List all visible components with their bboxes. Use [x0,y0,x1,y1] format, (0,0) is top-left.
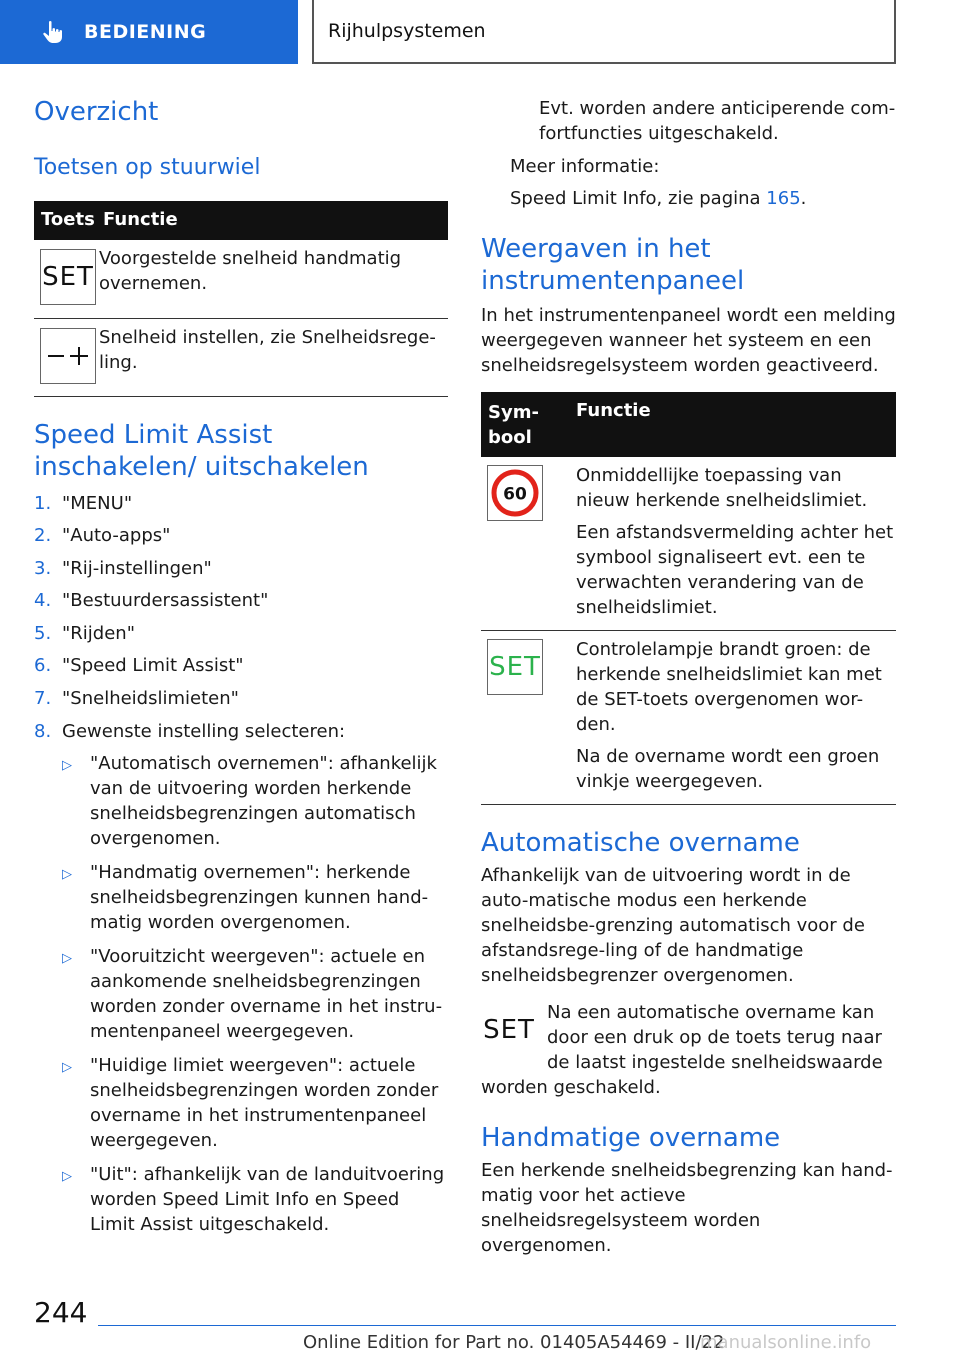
more-info-label: Meer informatie: [510,156,660,177]
table-row [34,240,448,318]
heading-speed-limit-assist: Speed Limit Assist inschakelen/ uitschakelen [34,419,369,482]
table-cell: Controlelampje brandt groen: de herkende snelheidslimiet kan met de SET-toets overgenomen wor-den. Na de overname wordt een groen vinkje weergegeven. [576,631,896,805]
triangle-bullet-icon: ▷ [62,1168,72,1184]
heading-weergaven: Weergaven in het instrumentenpaneel [481,234,745,296]
set-green-indicator-icon: SET [487,639,543,695]
steps-list [34,491,448,1246]
set-key-icon: SET [481,1002,537,1058]
keys-table-header-functie: Functie [96,201,448,240]
list-item: 3. "Rij-instellingen" [34,557,212,579]
page-link[interactable]: 165 [766,188,801,209]
set-key-note: SET Na een automatische overname kan door een druk op de toets terug naar de laatst ingestelde snelheidswaarde worden geschakeld. [481,1002,883,1098]
edition-text: Online Edition for Part no. 01405A54469 - II/22 [303,1332,725,1353]
keys-table [34,201,448,397]
list-item: 5. "Rijden" [34,622,135,644]
svg-text:60: 60 [503,484,527,505]
sub-list-item: ▷ "Huidige limiet weergeven": actuele snelheidsbegrenzingen worden zonder overname in het instrumentenpaneel weergegeven. [62,1054,439,1151]
page-reference: Speed Limit Info, zie pagina 165. [510,188,807,209]
sub-list-item: ▷ "Handmatig overnemen": herkende snelheidsbegrenzingen kunnen hand-matig worden overgenomen. [62,861,429,933]
sub-list-item: ▷ "Automatisch overnemen": afhankelijk van de uitvoering worden herkende snelheidsbegrenzingen automatisch overgenomen. [62,752,437,849]
symbols-table-header-functie: Functie [576,392,896,457]
table-row [481,631,896,805]
speed-limit-60-sign-icon [487,465,543,521]
chapter-title: Rijhulpsystemen [328,20,486,42]
header-section-tab [0,0,298,64]
header-chapter-box [312,0,896,64]
table-cell: Voorgestelde snelheid handmatig overnemen. [96,240,448,318]
section-title: BEDIENING [84,21,207,43]
triangle-bullet-icon: ▷ [62,1059,72,1075]
weergaven-intro: In het instrumentenpaneel wordt een melding weergegeven wanneer het systeem en een snelheidsregelsysteem worden geactiveerd. [481,305,896,376]
sub-options-list [62,751,448,1246]
handmatige-overname-text: Een herkende snelheidsbegrenzing kan hand-matig voor het actieve snelheidsregelsysteem worden overgenomen. [481,1160,893,1256]
triangle-bullet-icon: ▷ [62,866,72,882]
automatische-overname-text: Afhankelijk van de uitvoering wordt in de auto-matische modus een herkende snelheidsbe-grenzing automatisch voor de afstandsrege-ling of de handmatige snelheidsbegrenzer overgenomen. [481,865,865,986]
list-item: 8. Gewenste instelling selecteren: ▷ "Automatisch overnemen": afhankelijk van de uitvoering worden herkende snelheidsbegrenzingen automatisch overgenomen. ▷ "Handmatig overnemen": herkende snelheidsbegrenzingen kunnen hand-matig worden overgenomen. ▷ "Vooruitzicht weergeven": actuele en aankomende snelheidsbegrenzingen worden zonder overname in het instru-mentenpaneel weergegeven. ▷ "Huidige limiet weergeven": actuele snelheidsbegrenzingen worden zonder overname in het instrumentenpaneel weergegeven. ▷ "Uit": afhankelijk van de landuitvoering worden Speed Limit Info en Speed Limit Assist uitgeschakeld. [34,719,448,1246]
page-number: 244 [34,1296,88,1329]
triangle-bullet-icon: ▷ [62,757,72,773]
watermark-text: manualsonline.info [700,1332,872,1353]
heading-toetsen: Toetsen op stuurwiel [34,155,261,180]
right-column [481,96,896,1258]
keys-table-header-toets: Toets [34,201,96,240]
list-item: 7. "Snelheidslimieten" [34,688,239,710]
table-row [34,318,448,396]
symbols-table-header-symbool: Sym-bool [481,392,576,457]
left-column [34,96,448,1253]
sub-list-item: ▷ "Uit": afhankelijk van de landuitvoering worden Speed Limit Info en Speed Limit Assist uitgeschakeld. [62,1163,445,1235]
symbols-table [481,392,896,805]
set-key-icon: SET [40,249,96,305]
heading-handmatige-overname: Handmatige overname [481,1123,781,1153]
table-cell: Onmiddellijke toepassing van nieuw herkende snelheidslimiet. Een afstandsvermelding achter het symbool signaliseert evt. een te verwachten verandering van de snelheidslimiet. [576,457,896,631]
heading-overzicht: Overzicht [34,97,159,127]
heading-automatische-overname: Automatische overname [481,828,800,858]
footer-divider [98,1325,896,1326]
sub-list-item: ▷ "Vooruitzicht weergeven": actuele en aankomende snelheidsbegrenzingen worden zonder overname in het instru-mentenpaneel weergegeven. [62,945,443,1042]
list-item: 1. "MENU" [34,492,133,514]
minus-plus-key-icon [40,328,96,384]
list-item: 6. "Speed Limit Assist" [34,655,244,677]
list-item: 2. "Auto-apps" [34,525,171,547]
hand-pointer-icon [38,17,68,47]
triangle-bullet-icon: ▷ [62,950,72,966]
table-row [481,457,896,631]
table-cell: Snelheid instellen, zie Snelheidsrege-ling. [96,318,448,396]
list-item: 4. "Bestuurdersassistent" [34,590,269,612]
continued-text: Evt. worden andere anticiperende com-fortfuncties uitgeschakeld. [539,98,896,144]
